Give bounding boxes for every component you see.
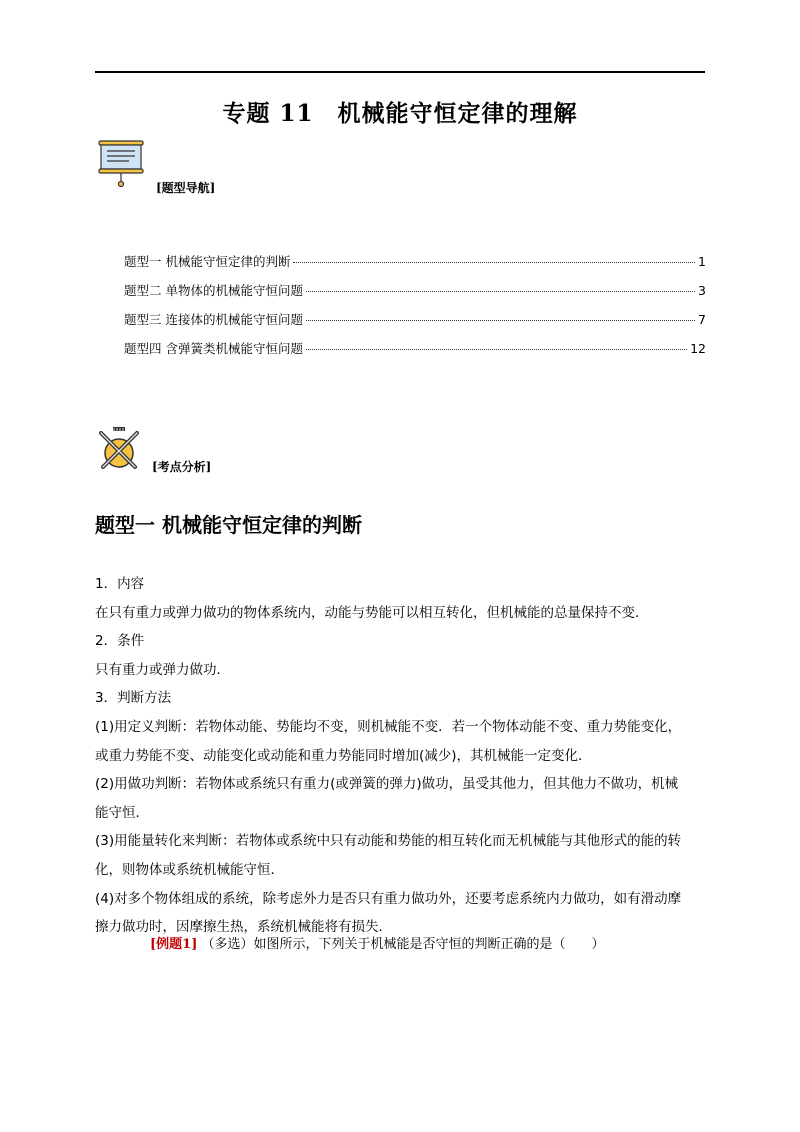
section-body [95, 570, 710, 942]
toc-entry-page: 1 [698, 254, 706, 269]
top-rule [95, 71, 705, 73]
body-line: (1)用定义判断：若物体动能、势能均不变，则机械能不变．若一个物体动能不变、重力势能变化， [95, 718, 682, 735]
presentation-board-icon [95, 138, 147, 190]
body-line: 在只有重力或弹力做功的物体系统内，动能与势能可以相互转化，但机械能的总量保持不变． [95, 604, 649, 621]
body-line: 化，则物体或系统机械能守恒． [95, 861, 284, 878]
toc-entry-label: 题型三 连接体的机械能守恒问题 [124, 312, 303, 327]
toc-leader-dots [306, 291, 695, 292]
toc-entry[interactable] [124, 310, 706, 339]
body-line: 或重力势能不变、动能变化或动能和重力势能同时增加(减少)，其机械能一定变化． [95, 747, 592, 764]
toc-entry-page: 12 [690, 341, 706, 356]
toc-leader-dots [306, 320, 695, 321]
section-tag-analysis: [考点分析] [152, 460, 212, 474]
toc-entry[interactable] [124, 281, 706, 310]
crossed-tools-icon [95, 425, 143, 473]
section-tag-nav: [题型导航] [156, 181, 216, 195]
body-line: 1．内容 [95, 576, 145, 592]
body-line: 擦力做功时，因摩擦生热，系统机械能将有损失． [95, 919, 392, 936]
example-question [150, 933, 605, 952]
toc-entry-label: 题型二 单物体的机械能守恒问题 [124, 283, 303, 298]
toc-leader-dots [306, 349, 687, 350]
body-line: (2)用做功判断：若物体或系统只有重力(或弹簧的弹力)做功，虽受其他力，但其他力不做功，机械 [95, 776, 679, 793]
toc-leader-dots [293, 262, 695, 263]
body-line: (3)用能量转化来判断：若物体或系统中只有动能和势能的相互转化而无机械能与其他形式的能的转 [95, 833, 682, 850]
page-title: 专题 11 机械能守恒定律的理解 [222, 100, 578, 127]
toc-entry[interactable] [124, 252, 706, 281]
toc-entry-label: 题型一 机械能守恒定律的判断 [124, 254, 291, 269]
toc-entry-page: 7 [698, 312, 706, 327]
table-of-contents [124, 252, 706, 368]
toc-entry-label: 题型四 含弹簧类机械能守恒问题 [124, 341, 303, 356]
example-label: [例题1] [150, 937, 198, 952]
toc-entry-page: 3 [698, 283, 706, 298]
toc-entry[interactable] [124, 339, 706, 368]
body-line: 只有重力或弹力做功． [95, 661, 230, 678]
body-line: 2．条件 [95, 633, 145, 650]
body-line: 3．判断方法 [95, 690, 172, 707]
example-text: （多选）如图所示，下列关于机械能是否守恒的判断正确的是（ ） [201, 937, 605, 952]
section-heading: 题型一 机械能守恒定律的判断 [95, 513, 362, 537]
body-line: (4)对多个物体组成的系统，除考虑外力是否只有重力做功外，还要考虑系统内力做功，如有滑动摩 [95, 890, 682, 907]
body-line: 能守恒． [95, 804, 149, 821]
